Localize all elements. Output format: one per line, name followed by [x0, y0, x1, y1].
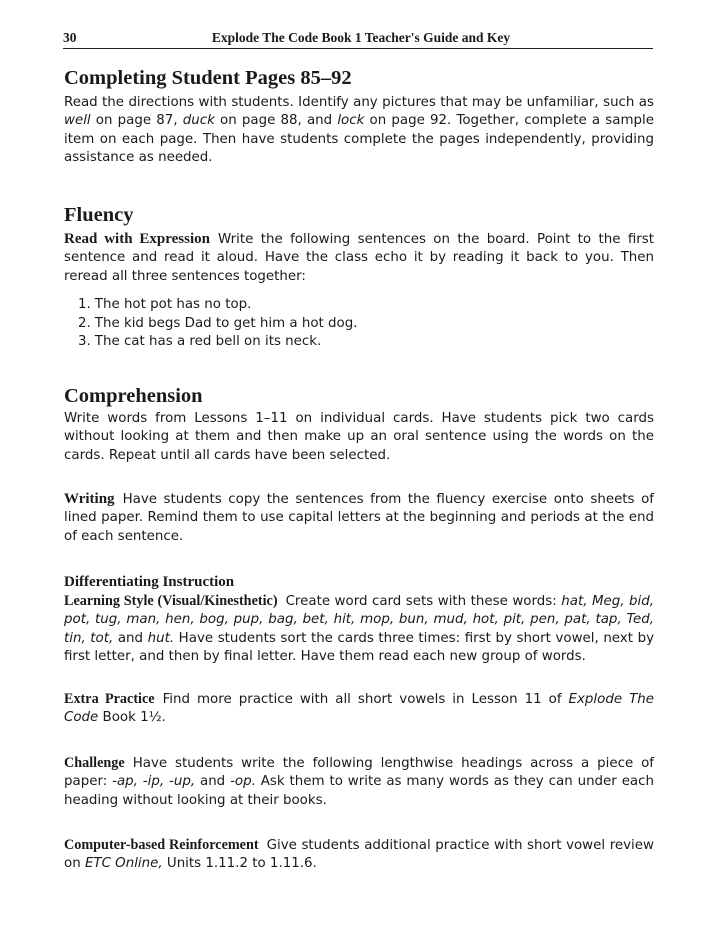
section-comprehension [64, 384, 654, 465]
section-completing-pages [64, 66, 654, 168]
fluency-paragraph: Read with Expression Write the following sentences on the board. Point to the first sentence and read it aloud. Have the class echo it by reading it back to you. Then reread all three sentences together: [64, 231, 654, 284]
fluency-sentence-list [64, 296, 654, 351]
section-fluency [64, 203, 654, 351]
writing-paragraph: Writing Have students copy the sentences from the fluency exercise onto sheets of lined paper. Remind them to use capital letters at the beginning and periods at the end of each sentence. [64, 491, 654, 544]
section-heading-comprehension: Comprehension [64, 385, 203, 407]
section-challenge [64, 754, 654, 810]
challenge-paragraph: Challenge Have students write the following lengthwise headings across a piece of paper: -ap, -ip, -up, and -op. Ask them to write as many words as they can under each heading without looking at their books. [64, 755, 654, 808]
writing-lead: Writing [64, 491, 115, 507]
section-extra-practice [64, 690, 654, 728]
challenge-lead: Challenge [64, 755, 125, 771]
list-item: 3. The cat has a red bell on its neck. [78, 334, 322, 350]
page-number: 30 [63, 30, 77, 45]
extra-practice-lead: Extra Practice [64, 691, 155, 707]
comprehension-paragraph: Write words from Lessons 1–11 on individual cards. Have students pick two cards without looking at them and then make up an oral sentence using the words on the cards. Repeat until all cards have been selected. [64, 411, 654, 463]
completing-paragraph: Read the directions with students. Identify any pictures that may be unfamiliar, such as well on page 87, duck on page 88, and lock on page 92. Together, complete a sample item on each page. Then have students complete the pages independently, providing assistance as needed. [64, 95, 654, 166]
list-item: 2. The kid begs Dad to get him a hot dog. [78, 315, 358, 331]
fluency-lead: Read with Expression [64, 231, 210, 247]
list-item: 1. The hot pot has no top. [78, 297, 252, 313]
computer-reinforcement-lead: Computer-based Reinforcement [64, 837, 259, 853]
section-differentiating [64, 573, 654, 667]
section-heading-differentiating: Differentiating Instruction [64, 574, 235, 590]
learning-style-paragraph: Learning Style (Visual/Kinesthetic) Create word card sets with these words: hat, Meg, bid, pot, tug, man, hen, bog, pup, bag, bet, hit, mop, bun, mud, hot, pit, pen, pat, tap, Ted, tin, tot, and hut. Have students sort the cards three times: first by short vowel, next by first letter, and then by final letter. Have them read each new group of words. [64, 593, 654, 665]
section-writing [64, 490, 654, 546]
learning-style-lead: Learning Style (Visual/Kinesthetic) [64, 593, 278, 609]
section-computer-reinforcement [64, 836, 654, 874]
running-title: Explode The Code Book 1 Teacher's Guide and Key [211, 30, 511, 45]
running-header [63, 30, 653, 49]
extra-practice-paragraph: Extra Practice Find more practice with all short vowels in Lesson 11 of Explode The Code Book 1½. [64, 691, 654, 726]
computer-reinforcement-paragraph: Computer-based Reinforcement Give students additional practice with short vowel review on ETC Online, Units 1.11.2 to 1.11.6. [64, 837, 654, 872]
section-heading-completing: Completing Student Pages 85–92 [64, 67, 352, 89]
section-heading-fluency: Fluency [64, 204, 134, 226]
